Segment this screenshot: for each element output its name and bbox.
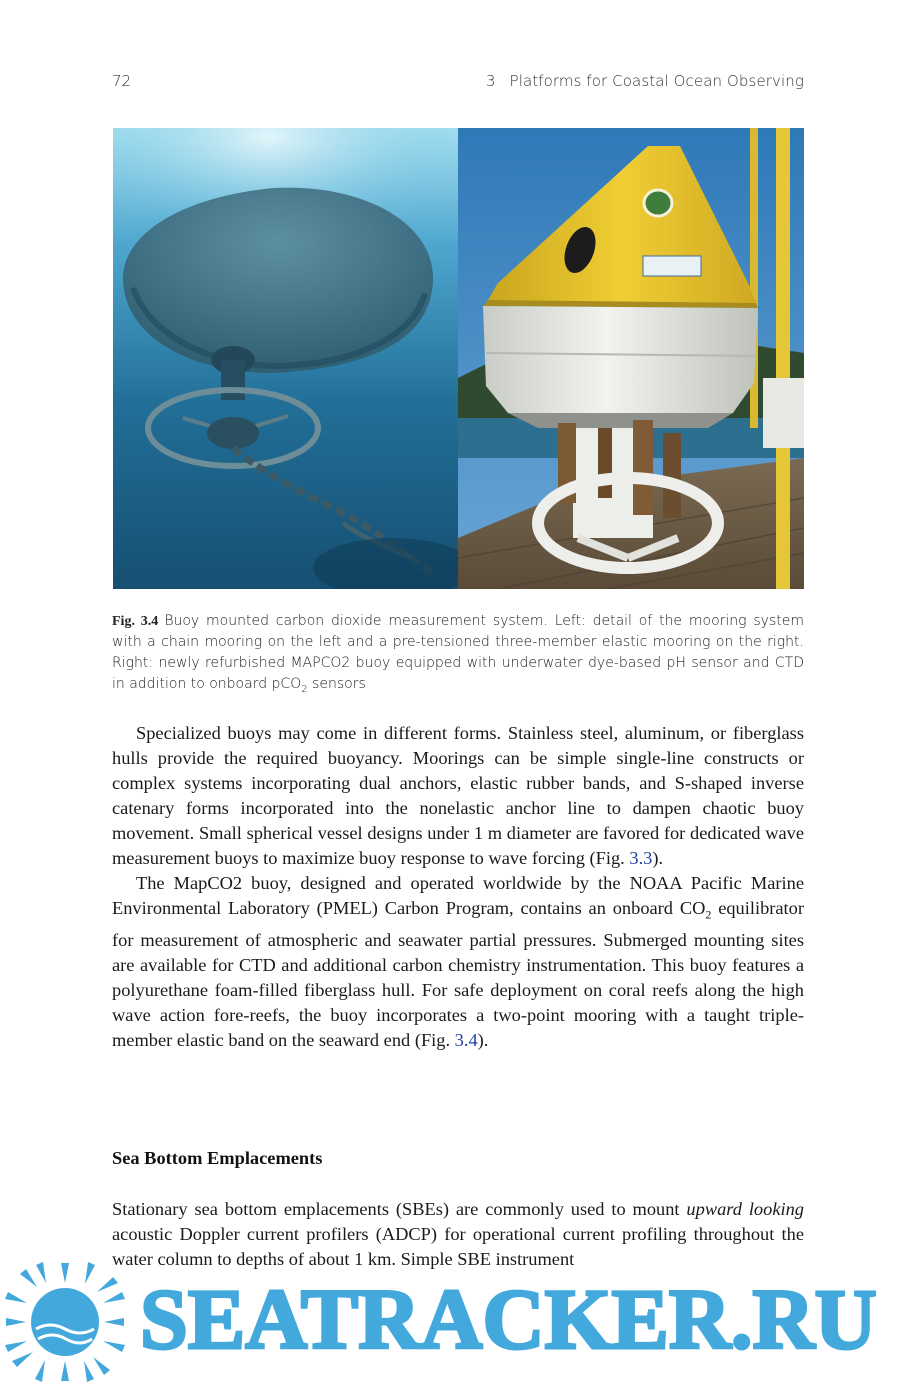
watermark xyxy=(0,1255,916,1388)
underwater-mooring-photo xyxy=(113,128,458,589)
section-heading: Sea Bottom Emplacements xyxy=(112,1148,323,1168)
fig-3-3-link[interactable]: 3.3 xyxy=(629,848,653,868)
figure-label: Fig. 3.4 xyxy=(112,614,159,629)
p2-end: ). xyxy=(477,1029,489,1050)
paragraph-2 xyxy=(112,871,804,1053)
chapter-number: 3 xyxy=(485,72,496,90)
p2-text-a: The MapCO2 buoy, designed and operated worldwide by the NOAA Pacific Marine Environmental Laboratory (PMEL) Carbon Program, contains an onboard CO xyxy=(112,873,804,918)
running-title xyxy=(486,72,804,90)
p1-end: ). xyxy=(652,848,664,868)
sun-logo-icon xyxy=(0,1257,130,1387)
fig-3-4-link[interactable]: 3.4 xyxy=(454,1029,478,1050)
sbe-text-b: acoustic Doppler current profilers (ADCP) for operational current profiling throughout the water column to depths of about 1 km. Simple SBE instrument xyxy=(112,1224,804,1269)
page-number: 72 xyxy=(112,72,132,90)
p2-subscript: 2 xyxy=(705,907,712,922)
caption-subscript: 2 xyxy=(301,683,308,695)
p1-text: Specialized buoys may come in different forms. Stainless steel, aluminum, or fiberglass hulls provide the required buoyancy. Moorings can be simple single-line constructs or complex systems incorporating dual anchors, elastic rubber bands, and S-shaped inverse catenary forms incorporated into the nonelastic anchor line to dampen chaotic buoy movement. Small spherical vessel designs under 1 m diameter are favored for dedicated wave measurement buoys to maximize buoy response to wave forcing (Fig. xyxy=(112,723,804,868)
running-header xyxy=(112,72,804,94)
sbe-text-a: Stationary sea bottom emplacements (SBEs) are commonly used to mount xyxy=(112,1199,687,1219)
caption-text: Buoy mounted carbon dioxide measurement system. Left: detail of the mooring system with a chain mooring on the left and a pre-tensioned three-member elastic mooring on the right. Right: newly refurbished MAPCO2 buoy equipped with underwater dye-based pH sensor and CTD in addition to onboard pCO xyxy=(112,613,804,692)
watermark-text: SEATRACKER.RU xyxy=(140,1271,877,1367)
body-text xyxy=(112,721,804,1053)
p2-text-b: equilibrator for measurement of atmospheric and seawater partial pressures. Submerged mounting sites are available for CTD and additional carbon chemistry instrumentation. This buoy features a polyurethane foam-filled fiberglass hull. For safe deployment on coral reefs along the high wave action fore-reefs, the buoy incorporates a two-point mooring with a taught triple-member elastic band on the seaward end (Fig. xyxy=(112,898,804,1050)
sbe-emphasis: upward looking xyxy=(686,1199,804,1219)
paragraph-1 xyxy=(112,721,804,871)
chapter-title: Platforms for Coastal Ocean Observing xyxy=(509,72,804,90)
mapco2-buoy-photo xyxy=(458,128,804,589)
figure-caption xyxy=(112,611,804,700)
caption-end: sensors xyxy=(307,676,366,692)
figure-3-4 xyxy=(113,128,804,589)
